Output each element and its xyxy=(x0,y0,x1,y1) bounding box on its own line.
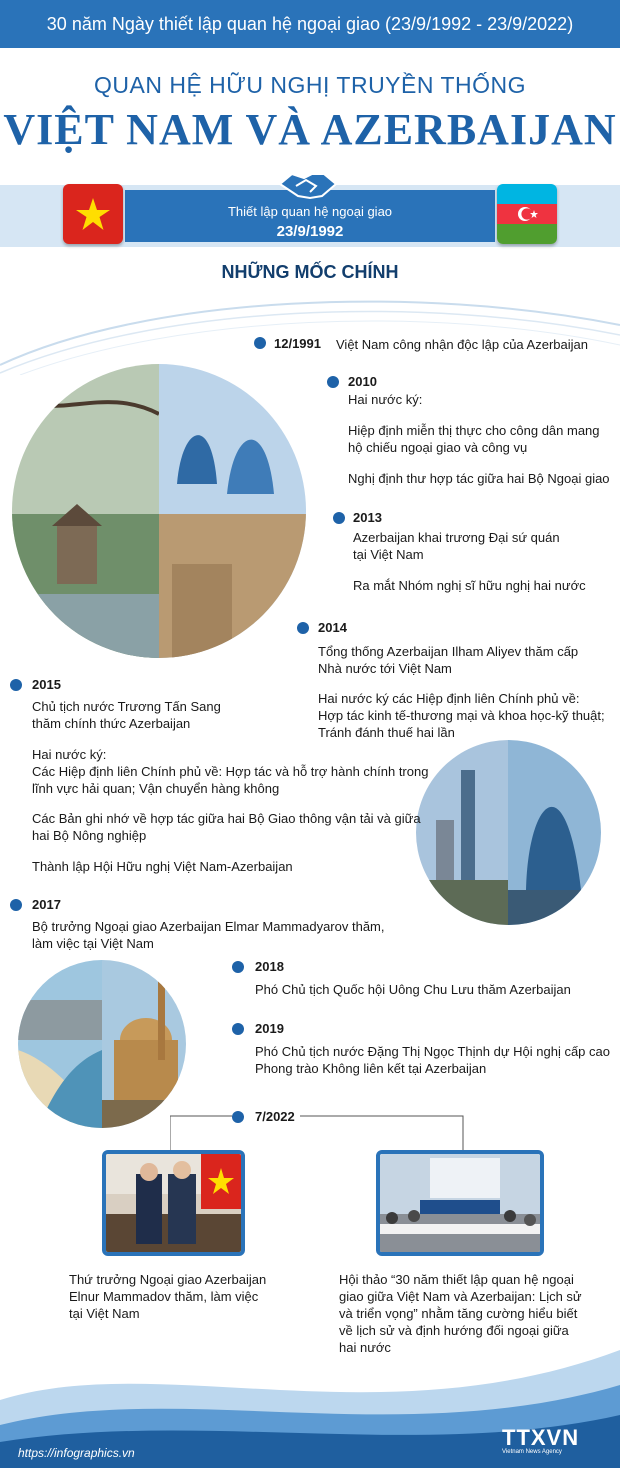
vietnam-flag-icon xyxy=(63,184,123,244)
milestone-date-2017: 2017 xyxy=(32,897,61,912)
milestone-date-2022: 7/2022 xyxy=(255,1109,295,1124)
milestone-2014-l3: Hai nước ký các Hiệp định liên Chính phủ về: xyxy=(318,691,580,706)
milestone-2010-l3: hộ chiếu ngoại giao và công vụ xyxy=(348,440,528,455)
milestone-2015-l7: hai Bộ Nông nghiệp xyxy=(32,828,147,843)
azerbaijan-flag-icon xyxy=(497,184,557,244)
milestone-date-2014: 2014 xyxy=(318,620,347,635)
milestone-2015-l3: Hai nước ký: xyxy=(32,747,107,762)
milestone-2014-l4: Hợp tác kinh tế-thương mại và khoa học-kỹ thuật; xyxy=(318,708,605,723)
milestone-2019-l2: Phong trào Không liên kết tại Azerbaijan xyxy=(255,1061,487,1076)
timeline-dot-2010 xyxy=(327,376,339,388)
milestone-2014-l2: Nhà nước tới Việt Nam xyxy=(318,661,452,676)
milestone-2014-l1: Tổng thống Azerbaijan Ilham Aliyev thăm cấp xyxy=(318,644,579,659)
hanoi-baku-photo xyxy=(12,364,306,658)
caption-2022-right-l5: hai nước xyxy=(339,1340,391,1355)
header-banner-text: 30 năm Ngày thiết lập quan hệ ngoại giao (23/9/1992 - 23/9/2022) xyxy=(46,13,574,34)
caption-2022-left-l3: tại Việt Nam xyxy=(69,1306,140,1321)
caption-2022-right-l4: về lịch sử và định hướng đối ngoại giữa xyxy=(339,1323,569,1338)
city-skyline-photo xyxy=(416,740,601,925)
milestone-2010-l1: Hai nước ký: xyxy=(348,392,423,407)
milestone-2015-l2: thăm chính thức Azerbaijan xyxy=(32,716,191,731)
milestone-2014-l5: Tránh đánh thuế hai lần xyxy=(318,725,455,740)
caption-2022-right-l1: Hội thảo “30 năm thiết lập quan hệ ngoại xyxy=(339,1272,574,1287)
conference-photo xyxy=(376,1150,544,1256)
milestone-2013-l3: Ra mắt Nhóm nghị sĩ hữu nghị hai nước xyxy=(353,578,586,593)
milestone-text-1991: Việt Nam công nhận độc lập của Azerbaijan xyxy=(336,337,588,352)
milestone-date-2010: 2010 xyxy=(348,374,377,389)
title-line2: VIỆT NAM VÀ AZERBAIJAN xyxy=(3,105,617,154)
milestone-2015-l5: lĩnh vực hải quan; Vận chuyển hàng không xyxy=(32,781,280,796)
title-line1: QUAN HỆ HỮU NGHỊ TRUYỀN THỐNG xyxy=(94,72,526,98)
timeline-dot-2018 xyxy=(232,961,244,973)
timeline-dot-2013 xyxy=(333,512,345,524)
milestone-2015-l4: Các Hiệp định liên Chính phủ về: Hợp tác và hỗ trợ hành chính trong xyxy=(32,764,429,779)
milestone-2017-l1: Bộ trưởng Ngoại giao Azerbaijan Elmar Mammadyarov thăm, xyxy=(32,919,385,934)
milestone-2010-l4: Nghị định thư hợp tác giữa hai Bộ Ngoại giao xyxy=(348,471,610,486)
timeline-dot-2019 xyxy=(232,1023,244,1035)
section-title: NHỮNG MỐC CHÍNH xyxy=(221,262,399,282)
milestone-2019-l1: Phó Chủ tịch nước Đặng Thị Ngọc Thịnh dự Hội nghị cấp cao xyxy=(255,1044,610,1059)
milestone-2013-l2: tại Việt Nam xyxy=(353,547,424,562)
timeline-dot-2014 xyxy=(297,622,309,634)
caption-2022-left-l1: Thứ trưởng Ngoại giao Azerbaijan xyxy=(69,1272,267,1287)
meeting-photo xyxy=(102,1150,245,1256)
caption-2022-left-l2: Elnur Mammadov thăm, làm việc xyxy=(69,1289,259,1304)
milestone-2013-l1: Azerbaijan khai trương Đại sứ quán xyxy=(353,530,560,545)
handshake-icon xyxy=(276,166,340,202)
timeline-dot-2017 xyxy=(10,899,22,911)
timeline-dot-1991 xyxy=(254,337,266,349)
established-date: 23/9/1992 xyxy=(276,223,344,240)
caption-2022-right-l2: giao giữa Việt Nam và Azerbaijan: Lịch sử xyxy=(339,1289,582,1304)
caption-2022-right-l3: và triển vọng” nhằm tăng cường hiểu biết xyxy=(339,1306,578,1321)
logo-text: TTXVN xyxy=(502,1425,580,1450)
milestone-2010-l2: Hiệp định miễn thị thực cho công dân mang xyxy=(348,423,600,438)
milestone-2015-l6: Các Bản ghi nhớ về hợp tác giữa hai Bộ Giao thông vận tải và giữa xyxy=(32,811,421,826)
ttxvn-logo xyxy=(502,1425,579,1455)
decorative-swoosh xyxy=(0,285,620,375)
timeline-dot-2015 xyxy=(10,679,22,691)
milestone-date-2019: 2019 xyxy=(255,1021,284,1036)
milestone-2017-l2: làm việc tại Việt Nam xyxy=(32,936,154,951)
milestone-date-2018: 2018 xyxy=(255,959,284,974)
beach-mosque-photo xyxy=(18,960,186,1128)
logo-subtext: Vietnam News Agency xyxy=(502,1449,562,1455)
milestone-date-2013: 2013 xyxy=(353,510,382,525)
milestone-text-2018: Phó Chủ tịch Quốc hội Uông Chu Lưu thăm Azerbaijan xyxy=(255,982,571,997)
milestone-date-2015: 2015 xyxy=(32,677,61,692)
footer-url: https://infographics.vn xyxy=(18,1446,135,1460)
milestone-2015-l8: Thành lập Hội Hữu nghị Việt Nam-Azerbaijan xyxy=(32,859,293,874)
header-banner xyxy=(0,0,620,48)
milestone-date-1991: 12/1991 xyxy=(274,336,321,351)
milestone-2015-l1: Chủ tịch nước Trương Tấn Sang xyxy=(32,699,221,714)
established-label: Thiết lập quan hệ ngoại giao xyxy=(227,204,393,219)
